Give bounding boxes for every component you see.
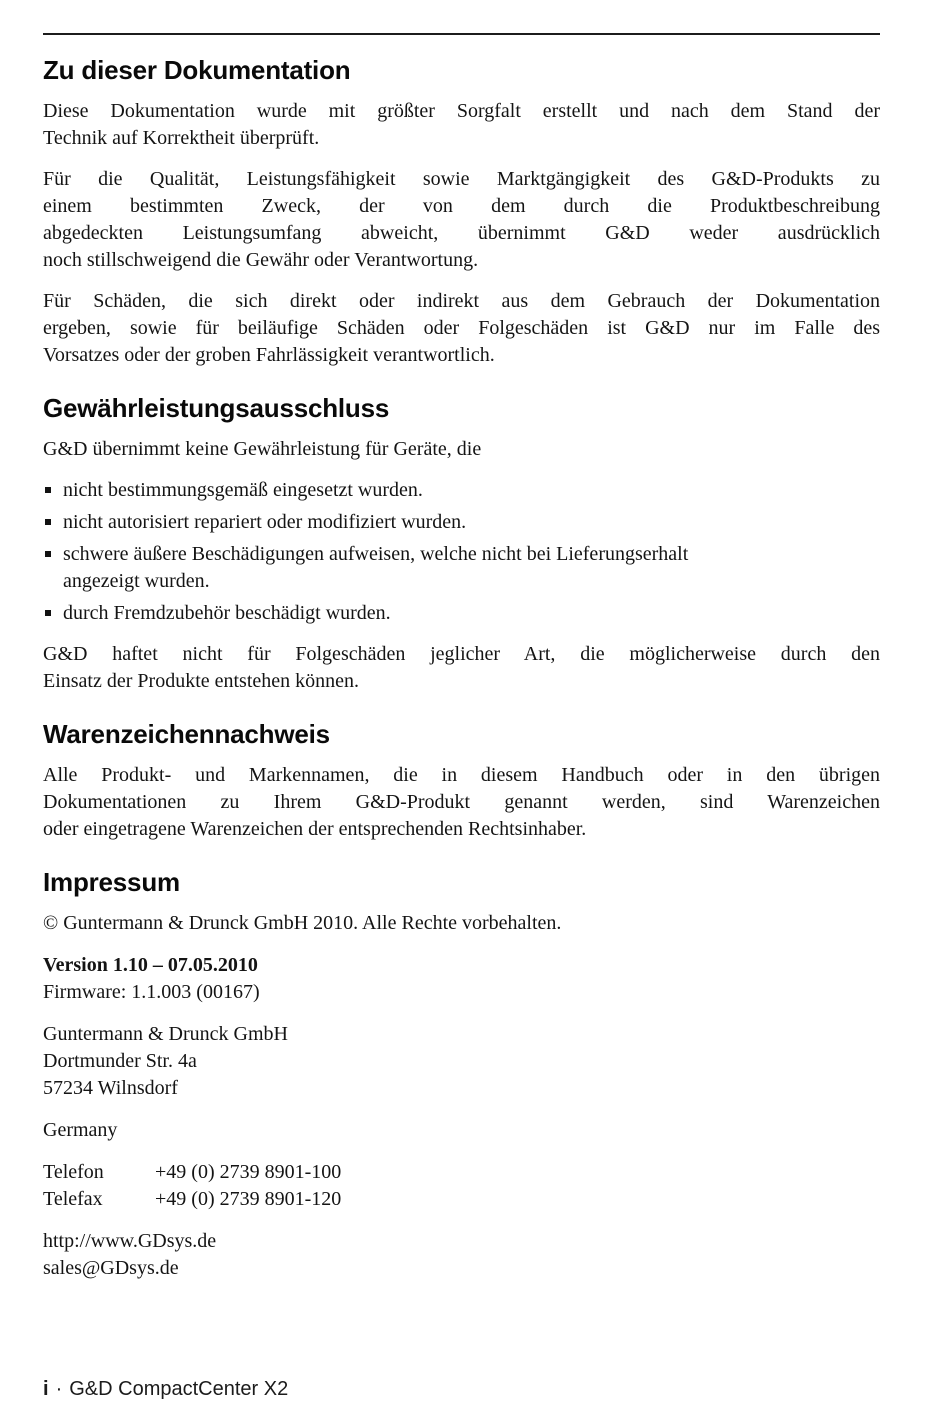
bullet-icon	[45, 519, 51, 525]
country-line: Germany	[43, 1119, 118, 1141]
paragraph-line: oder eingetragene Warenzeichen der entsprechenden Rechtsinhaber.	[43, 818, 587, 840]
paragraph-line: Einsatz der Produkte entstehen können.	[43, 670, 360, 692]
bullet-icon	[45, 551, 51, 557]
website-line: http://www.GDsys.de	[43, 1230, 217, 1252]
email-line: sales@GDsys.de	[43, 1257, 179, 1279]
list-item	[43, 541, 880, 595]
address-line-street: Dortmunder Str. 4a	[43, 1050, 197, 1072]
list-item-line: nicht bestimmungsgemäß eingesetzt wurden.	[63, 479, 423, 501]
section-heading-warenzeichennachweis: Warenzeichennachweis	[43, 719, 330, 749]
list-item-line: durch Fremdzubehör beschädigt wurden.	[63, 602, 391, 624]
page-number: i	[43, 1378, 49, 1400]
top-rule	[43, 33, 880, 35]
contact-number: +49 (0) 2739 8901-100	[155, 1161, 342, 1183]
list-item-line: schwere äußere Beschädigungen aufweisen, welche nicht bei Lieferungserhalt	[63, 543, 689, 565]
paragraph-line: Dokumentationen zu Ihrem G&D-Produkt genannt werden, sind Warenzeichen	[43, 791, 880, 813]
list-item	[43, 477, 880, 504]
firmware-line: Firmware: 1.1.003 (00167)	[43, 981, 260, 1003]
web-block	[43, 1228, 880, 1282]
document-page	[43, 0, 880, 1282]
contact-label: Telefax	[43, 1188, 103, 1210]
contact-number: +49 (0) 2739 8901-120	[155, 1188, 342, 1210]
section-heading-impressum: Impressum	[43, 867, 180, 897]
paragraph	[43, 98, 880, 152]
section-heading-zu-dieser-dokumentation: Zu dieser Dokumentation	[43, 55, 351, 85]
page-footer	[43, 1376, 288, 1403]
list-item-line: nicht autorisiert repariert oder modifiziert wurden.	[63, 511, 467, 533]
paragraph-line: G&D übernimmt keine Gewährleistung für Geräte, die	[43, 438, 482, 460]
paragraph	[43, 436, 880, 463]
paragraph-line: Für Schäden, die sich direkt oder indirekt aus dem Gebrauch der Dokumentation	[43, 290, 880, 312]
paragraph-line: einem bestimmten Zweck, der von dem durch die Produktbeschreibung	[43, 195, 880, 217]
paragraph-line: ergeben, sowie für beiläufige Schäden oder Folgeschäden ist G&D nur im Falle des	[43, 317, 880, 339]
paragraph	[43, 762, 880, 843]
address-line-company: Guntermann & Drunck GmbH	[43, 1023, 288, 1045]
paragraph-line: abgedeckten Leistungsumfang abweicht, übernimmt G&D weder ausdrücklich	[43, 222, 880, 244]
copyright-line: © Guntermann & Drunck GmbH 2010. Alle Rechte vorbehalten.	[43, 912, 562, 934]
paragraph-line: Alle Produkt- und Markennamen, die in diesem Handbuch oder in den übrigen	[43, 764, 880, 786]
paragraph	[43, 288, 880, 369]
bullet-icon	[45, 610, 51, 616]
section-heading-gewaehrleistungsausschluss: Gewährleistungsausschluss	[43, 393, 390, 423]
paragraph-line: Vorsatzes oder der groben Fahrlässigkeit verantwortlich.	[43, 344, 495, 366]
contact-row	[43, 1159, 880, 1186]
contact-row	[43, 1186, 880, 1213]
contact-block	[43, 1159, 880, 1213]
list-item	[43, 600, 880, 627]
paragraph-line: G&D haftet nicht für Folgeschäden jeglicher Art, die möglicherweise durch den	[43, 643, 880, 665]
separator-dot: ·	[55, 1378, 63, 1400]
address-block	[43, 1021, 880, 1102]
paragraph-line: Technik auf Korrektheit überprüft.	[43, 127, 320, 149]
paragraph-line: Für die Qualität, Leistungsfähigkeit sowie Marktgängigkeit des G&D-Produkts zu	[43, 168, 880, 190]
list-item-line: angezeigt wurden.	[63, 570, 210, 592]
bullet-list	[43, 477, 880, 627]
address-line-city: 57234 Wilnsdorf	[43, 1077, 178, 1099]
contact-label: Telefon	[43, 1161, 104, 1183]
list-item	[43, 509, 880, 536]
product-name: G&D CompactCenter X2	[69, 1378, 289, 1400]
paragraph	[43, 166, 880, 274]
version-line: Version 1.10 – 07.05.2010	[43, 954, 258, 976]
bullet-icon	[45, 487, 51, 493]
version-block	[43, 952, 880, 1006]
paragraph-line: noch stillschweigend die Gewähr oder Verantwortung.	[43, 249, 479, 271]
paragraph	[43, 641, 880, 695]
paragraph-line: Diese Dokumentation wurde mit größter Sorgfalt erstellt und nach dem Stand der	[43, 100, 880, 122]
